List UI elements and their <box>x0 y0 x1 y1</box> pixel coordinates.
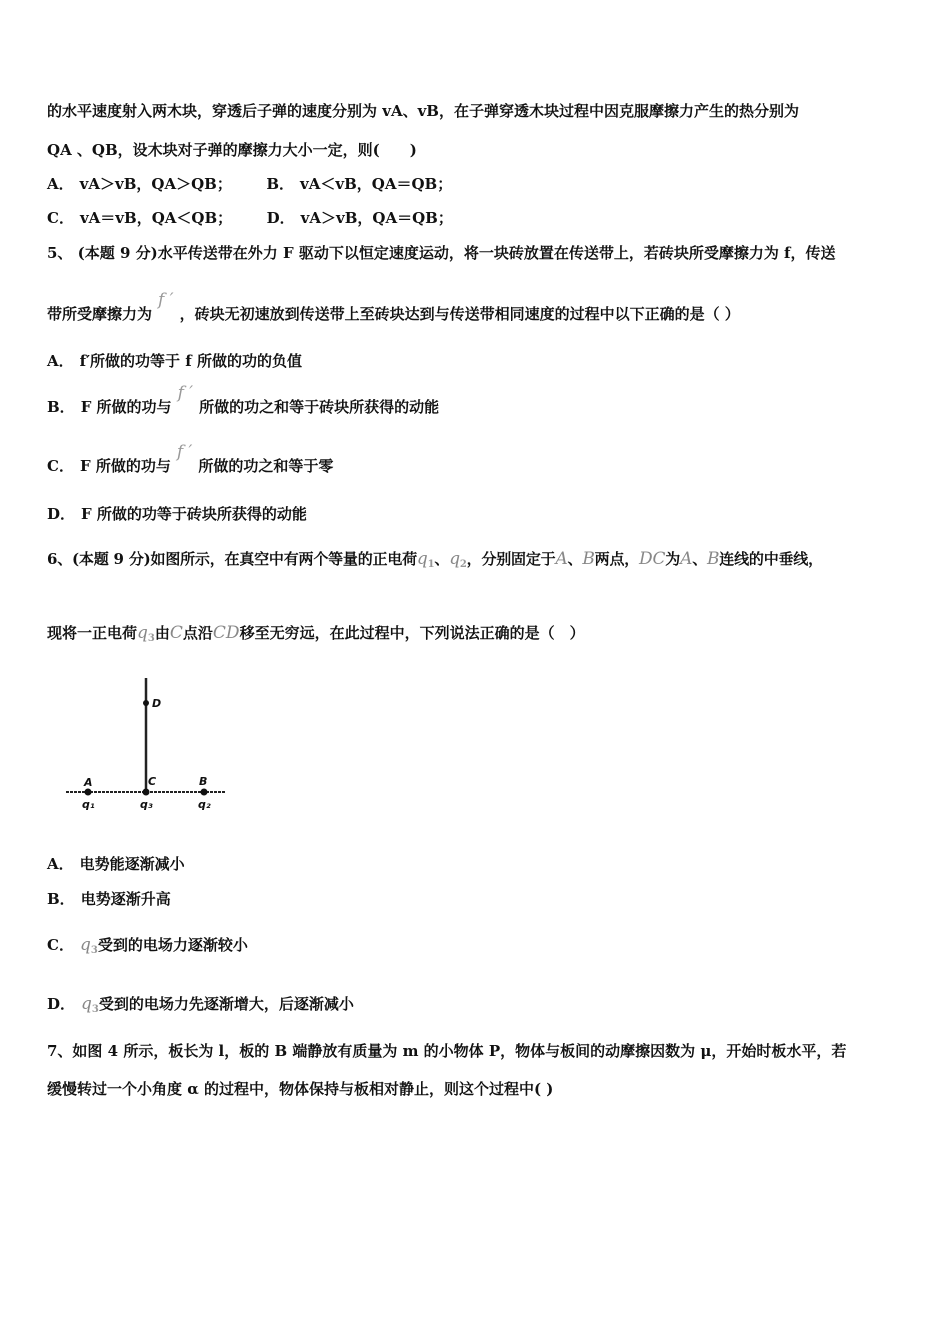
q5-stem-line1: 5、 (本题 9 分)水平传送带在外力 F 驱动下以恒定速度运动，将一块砖放置在传送带上，若砖块所受摩擦力为 f，传送 <box>47 244 836 262</box>
label-q3: q₃ <box>140 798 153 811</box>
label-q2: q₂ <box>198 798 211 811</box>
label-q1: q₁ <box>82 798 95 811</box>
q4-options-cd <box>47 208 453 228</box>
q4-options-ab <box>47 174 452 194</box>
q6-stem-line1: 6、(本题 9 分)如图所示，在真空中有两个等量的正电荷$q_1$、$q_2$，分别固定于A、B两点，DC为A、B连线的中垂线， <box>47 549 823 570</box>
q6-figure <box>62 672 232 817</box>
point-c <box>143 789 150 796</box>
q4-option-c[interactable]: C． vA＝vB，QA＜QB； <box>47 209 233 227</box>
label-a: A <box>84 776 93 789</box>
q7-stem-line2: 缓慢转过一个小角度 α 的过程中，物体保持与板相对静止，则这个过程中( ) <box>47 1080 554 1098</box>
q6-stem-line2: 现将一正电荷$q_3$由C点沿CD移至无穷远，在此过程中，下列说法正确的是（ ） <box>47 623 585 644</box>
q6-option-c[interactable]: C． $q_3$受到的电场力逐渐较小 <box>47 935 248 956</box>
q6-option-b[interactable]: B． 电势逐渐升高 <box>47 890 171 908</box>
q4-option-a[interactable]: A． vA＞vB，QA＞QB； <box>47 175 232 193</box>
q5-option-c[interactable]: C． F 所做的功与f ′所做的功之和等于零 <box>47 442 334 475</box>
q4-option-d[interactable]: D． vA＞vB，QA＝QB； <box>266 209 453 227</box>
q5-option-b[interactable]: B． F 所做的功与f ′所做的功之和等于砖块所获得的动能 <box>47 383 440 416</box>
q7-stem-line1: 7、如图 4 所示，板长为 l，板的 B 端静放有质量为 m 的小物体 P，物体与板间的动摩擦因数为 μ，开始时板水平，若 <box>47 1042 847 1060</box>
q6-option-a[interactable]: A． 电势能逐渐减小 <box>47 855 185 873</box>
point-b <box>201 789 208 796</box>
label-d: D <box>152 697 162 710</box>
f-prime-symbol: f ′ <box>158 290 174 310</box>
label-c: C <box>148 775 157 788</box>
q4-stem-line1: 的水平速度射入两木块，穿透后子弹的速度分别为 vA、vB，在子弹穿透木块过程中因克服摩擦力产生的热分别为 <box>47 102 799 120</box>
q4-stem-line2: QA 、QB，设木块对子弹的摩擦力大小一定，则( ) <box>47 141 417 159</box>
point-a <box>85 789 92 796</box>
point-d <box>143 700 149 706</box>
q4-option-b[interactable]: B． vA＜vB，QA＝QB； <box>266 175 453 193</box>
q6-option-d[interactable]: D． $q_3$受到的电场力先逐渐增大，后逐渐减小 <box>47 994 354 1015</box>
q5-stem-line2: 带所受摩擦力为f ′，砖块无初速放到传送带上至砖块达到与传送带相同速度的过程中以下正确的是（ ） <box>47 290 740 323</box>
q5-option-a[interactable]: A． f′所做的功等于 f 所做的功的负值 <box>47 352 302 370</box>
label-b: B <box>199 775 208 788</box>
q5-option-d[interactable]: D． F 所做的功等于砖块所获得的动能 <box>47 505 307 523</box>
